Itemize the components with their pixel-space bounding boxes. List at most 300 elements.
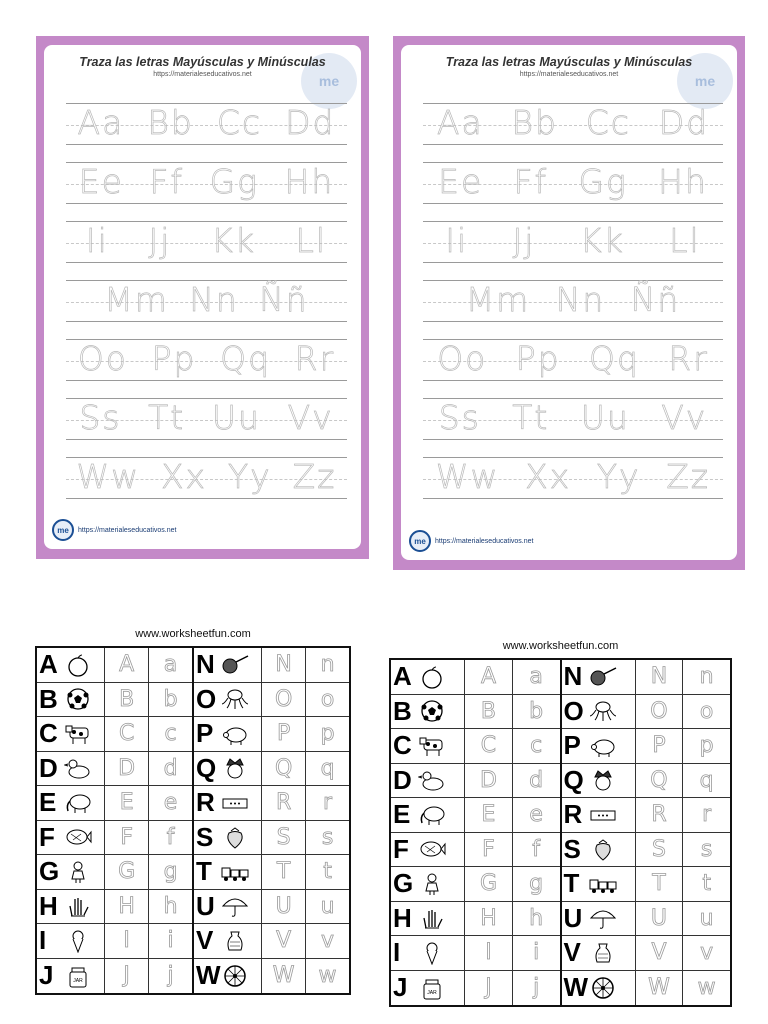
table-row [391, 902, 560, 937]
trace-upper-letter: S [262, 821, 306, 855]
trace-letter-pair: Vv [287, 397, 334, 437]
letter-picture-cell [562, 729, 636, 763]
big-letter: O [196, 683, 217, 714]
trace-upper-letter: E [105, 786, 149, 820]
table-row [391, 971, 560, 1006]
letter-picture-cell [391, 798, 465, 832]
letter-picture-cell [194, 648, 262, 682]
big-letter: C [39, 718, 58, 749]
worksheet-header: www.worksheetfun.com [135, 628, 251, 640]
trace-letter-pair: Ññ [630, 279, 681, 319]
trace-lower-letter: r [323, 790, 333, 816]
trace-letter-pair: Pp [151, 338, 197, 378]
trace-upper-letter: O [636, 695, 684, 729]
trace-letter-pair: Dd [285, 102, 336, 142]
letter-picture-cell [562, 833, 636, 867]
big-letter: R [563, 799, 583, 830]
trace-upper-letter: Q [262, 752, 306, 786]
letter-picture-cell [37, 959, 105, 994]
letter-picture-cell [562, 660, 636, 694]
trace-row [423, 213, 723, 272]
letter-group [66, 276, 347, 322]
letter-picture-cell [562, 971, 636, 1006]
trace-letter-pair: Yy [596, 456, 641, 496]
sheet-url: https://materialeseducativos.net [519, 71, 619, 78]
trace-row [66, 390, 347, 449]
trace-lower-letter: n [320, 652, 335, 678]
trace-letter-pair: Nn [189, 279, 239, 319]
trace-upper-letter: T [636, 867, 684, 901]
sheet-page [401, 45, 737, 560]
trace-letter-pair: Kk [211, 220, 256, 260]
table-row [194, 683, 349, 718]
trace-lower-letter: u [699, 905, 714, 931]
remote-icon [220, 790, 250, 816]
sheet-title: Traza las letras Mayúsculas y Minúsculas [445, 55, 693, 69]
hand-icon [417, 905, 447, 931]
trace-lower-letter: q [320, 755, 335, 781]
letter-group [423, 99, 723, 145]
trace-letter-pair: Ii [85, 220, 109, 260]
trace-letter-pair: Kk [579, 220, 625, 260]
trace-letter-pair: Tt [148, 397, 186, 437]
table-row [562, 764, 731, 799]
table-half-left [37, 648, 192, 993]
trace-letter-pair: Ee [438, 161, 484, 201]
big-letter: H [393, 902, 412, 933]
trace-letter-pair: Jj [512, 220, 536, 260]
trace-letter-pair: Qq [588, 338, 640, 378]
letter-group [66, 217, 347, 263]
table-row [391, 660, 560, 695]
letter-picture-cell [194, 855, 262, 889]
letter-picture-cell [194, 959, 262, 994]
table-row [391, 867, 560, 902]
trace-row [66, 213, 347, 272]
trace-upper-letter: U [262, 890, 306, 924]
sheet-url: https://materialeseducativos.net [153, 71, 252, 78]
trace-letter-pair: Zz [292, 456, 337, 496]
octopus-icon [220, 686, 250, 712]
trace-lower-letter: t [323, 859, 332, 885]
apple-icon [63, 652, 93, 678]
trace-letter-pair: Cc [216, 102, 263, 142]
trace-row [423, 154, 723, 213]
trace-upper-letter: C [465, 729, 513, 763]
trace-lower-letter: w [697, 975, 716, 1001]
trace-lower-letter: f [166, 824, 175, 850]
big-letter: B [39, 683, 58, 714]
cow-icon [63, 721, 93, 747]
trace-row [423, 272, 723, 331]
tracing-sheet [393, 36, 745, 570]
big-letter: U [563, 902, 583, 933]
wheel-icon [220, 963, 250, 989]
pig-icon [220, 721, 250, 747]
big-letter: U [196, 890, 215, 921]
table-row [562, 971, 731, 1006]
trace-letter-pair: Dd [658, 102, 710, 142]
trace-lower-letter: q [699, 767, 714, 793]
big-letter: W [196, 960, 221, 991]
letter-picture-cell [562, 764, 636, 798]
trace-letter-pair: Gg [578, 161, 628, 201]
letter-picture-cell [37, 786, 105, 820]
sheet-title: Traza las letras Mayúsculas y Minúsculas [79, 55, 326, 69]
big-letter: F [393, 833, 409, 864]
trace-lower-letter: d [163, 755, 178, 781]
trace-lower-letter: v [700, 940, 714, 966]
trace-lower-letter: c [164, 721, 177, 747]
letter-picture-cell [37, 821, 105, 855]
table-row [37, 717, 192, 752]
trace-lower-letter: v [321, 928, 335, 954]
footer-url[interactable]: https://materialeseducativos.net [78, 526, 177, 534]
trace-letter-pair: Mm [104, 279, 169, 319]
letter-picture-cell [391, 902, 465, 936]
big-letter: S [196, 821, 214, 852]
letter-picture-cell [562, 867, 636, 901]
table-row [37, 924, 192, 959]
big-letter: T [563, 868, 580, 899]
octopus-icon [588, 698, 618, 724]
remote-icon [588, 802, 618, 828]
train-icon [588, 871, 618, 897]
table-row [562, 695, 731, 730]
letter-picture-cell [37, 890, 105, 924]
trace-letter-pair: Cc [585, 102, 631, 142]
table-row [562, 729, 731, 764]
trace-upper-letter: B [105, 683, 149, 717]
ice-cream-icon [63, 928, 93, 954]
elephant-icon [63, 790, 93, 816]
wheel-icon [588, 975, 618, 1001]
queen-icon [220, 755, 250, 781]
trace-letter-pair: Bb [147, 102, 194, 142]
table-row [194, 959, 349, 994]
vase-icon [588, 940, 618, 966]
trace-upper-letter: H [465, 902, 513, 936]
trace-lower-letter: i [533, 940, 540, 966]
trace-upper-letter: D [105, 752, 149, 786]
jar-label: JAR [427, 989, 437, 996]
table-half-left [391, 660, 560, 1005]
trace-rows [66, 95, 347, 508]
big-letter: W [563, 972, 589, 1003]
trace-upper-letter: U [636, 902, 684, 936]
table-half-right [192, 648, 349, 993]
trace-lower-letter: w [318, 963, 337, 989]
trace-upper-letter: A [465, 660, 513, 694]
materiales-logo-icon: me [409, 530, 431, 552]
pig-icon [588, 733, 618, 759]
table-row [194, 786, 349, 821]
trace-letter-pair: Qq [220, 338, 272, 378]
trace-upper-letter: F [465, 833, 513, 867]
letter-group [423, 158, 723, 204]
trace-upper-letter: S [636, 833, 684, 867]
letter-picture-cell [391, 936, 465, 970]
fish-icon [417, 836, 447, 862]
letter-picture-cell [194, 717, 262, 751]
trace-lower-letter: g [163, 859, 178, 885]
letter-group [423, 394, 723, 440]
trace-lower-letter: s [700, 836, 713, 862]
letter-picture-cell [194, 786, 262, 820]
trace-letter-pair: Yy [227, 456, 272, 496]
trace-upper-letter: W [262, 959, 306, 994]
trace-lower-letter: h [163, 893, 178, 919]
trace-letter-pair: Ss [438, 397, 481, 437]
trace-row [423, 95, 723, 154]
big-letter: A [393, 661, 412, 692]
table-row [391, 798, 560, 833]
trace-upper-letter: J [465, 971, 513, 1006]
big-letter: O [563, 695, 584, 726]
letter-picture-cell [391, 764, 465, 798]
trace-upper-letter: Q [636, 764, 684, 798]
trace-letter-pair: Tt [512, 397, 550, 437]
umbrella-icon [220, 893, 250, 919]
trace-letter-pair: Ee [78, 161, 124, 201]
trace-letter-pair: Mm [465, 279, 531, 319]
trace-upper-letter: G [105, 855, 149, 889]
alphabet-table [35, 646, 351, 995]
table-row [37, 752, 192, 787]
big-letter: E [393, 799, 411, 830]
trace-rows [423, 95, 723, 508]
table-row [194, 855, 349, 890]
table-row [562, 833, 731, 868]
trace-upper-letter: R [636, 798, 684, 832]
big-letter: I [39, 925, 47, 956]
letter-group [423, 217, 723, 263]
trace-letter-pair: Xx [525, 456, 572, 496]
trace-letter-pair: Ññ [259, 279, 309, 319]
trace-lower-letter: f [532, 836, 541, 862]
letter-picture-cell [194, 924, 262, 958]
footer-url[interactable]: https://materialeseducativos.net [435, 537, 534, 545]
net-icon [220, 652, 250, 678]
ice-cream-icon [417, 940, 447, 966]
table-row [562, 902, 731, 937]
trace-upper-letter: F [105, 821, 149, 855]
duck-icon [417, 767, 447, 793]
big-letter: P [196, 718, 214, 749]
big-letter: H [39, 890, 58, 921]
letter-group [423, 335, 723, 381]
trace-upper-letter: V [636, 936, 684, 970]
trace-row [423, 331, 723, 390]
table-row [37, 683, 192, 718]
letter-picture-cell [391, 971, 465, 1006]
table-row [391, 695, 560, 730]
trace-letter-pair: Uu [580, 397, 630, 437]
jar-label: JAR [73, 977, 83, 984]
big-letter: B [393, 695, 412, 726]
letter-group [66, 453, 347, 499]
letter-picture-cell [37, 717, 105, 751]
trace-lower-letter: e [529, 802, 543, 828]
trace-upper-letter: P [636, 729, 684, 763]
trace-letter-pair: Zz [666, 456, 711, 496]
sheet-footer [409, 530, 533, 552]
vase-icon [220, 928, 250, 954]
big-letter: G [39, 856, 60, 887]
girl-icon [417, 871, 447, 897]
trace-upper-letter: G [465, 867, 513, 901]
trace-letter-pair: Ff [513, 161, 549, 201]
trace-letter-pair: Ss [79, 397, 122, 437]
letter-picture-cell [562, 798, 636, 832]
trace-lower-letter: b [163, 686, 178, 712]
table-row [562, 867, 731, 902]
letter-picture-cell [391, 695, 465, 729]
trace-lower-letter: b [529, 698, 544, 724]
girl-icon [63, 859, 93, 885]
net-icon [588, 664, 618, 690]
trace-letter-pair: Ff [149, 161, 185, 201]
trace-upper-letter: E [465, 798, 513, 832]
letter-picture-cell [391, 833, 465, 867]
trace-letter-pair: Ww [76, 456, 141, 496]
table-row [562, 660, 731, 695]
letter-picture-cell [37, 648, 105, 682]
trace-lower-letter: c [530, 733, 543, 759]
trace-lower-letter: e [163, 790, 178, 816]
trace-upper-letter: J [105, 959, 149, 994]
trace-lower-letter: j [533, 975, 540, 1001]
big-letter: A [39, 649, 58, 680]
trace-lower-letter: s [321, 824, 334, 850]
big-letter: Q [196, 752, 217, 783]
trace-upper-letter: T [262, 855, 306, 889]
trace-upper-letter: N [636, 660, 684, 694]
elephant-icon [417, 802, 447, 828]
table-row [194, 717, 349, 752]
letter-group [423, 453, 723, 499]
cow-icon [417, 733, 447, 759]
trace-upper-letter: A [105, 648, 149, 682]
table-row [37, 959, 192, 994]
trace-lower-letter: u [320, 893, 335, 919]
trace-row [423, 390, 723, 449]
letter-picture-cell [562, 695, 636, 729]
trace-upper-letter: V [262, 924, 306, 958]
big-letter: I [393, 937, 401, 968]
trace-letter-pair: Aa [436, 102, 484, 142]
hand-icon [63, 893, 93, 919]
trace-letter-pair: Oo [77, 338, 128, 378]
big-letter: N [563, 661, 583, 692]
trace-letter-pair: Hh [658, 161, 708, 201]
big-letter: J [393, 972, 408, 1003]
trace-lower-letter: a [163, 652, 178, 678]
trace-letter-pair: Pp [515, 338, 561, 378]
materiales-logo-icon: me [677, 53, 733, 109]
trace-lower-letter: o [699, 698, 714, 724]
alphabet-worksheet [389, 636, 732, 1007]
trace-letter-pair: Bb [511, 102, 558, 142]
trace-upper-letter: B [465, 695, 513, 729]
big-letter: R [196, 787, 215, 818]
tracing-sheet [36, 36, 369, 559]
trace-upper-letter: I [465, 936, 513, 970]
materiales-logo-icon: me [52, 519, 74, 541]
big-letter: E [39, 787, 57, 818]
trace-row [66, 331, 347, 390]
trace-letter-pair: Gg [209, 161, 259, 201]
trace-lower-letter: h [529, 905, 544, 931]
letter-picture-cell [37, 683, 105, 717]
trace-lower-letter: p [699, 733, 714, 759]
letter-picture-cell [562, 936, 636, 970]
trace-lower-letter: o [320, 686, 335, 712]
table-row [194, 924, 349, 959]
trace-upper-letter: P [262, 717, 306, 751]
big-letter: C [393, 730, 412, 761]
table-row [391, 833, 560, 868]
letter-picture-cell [194, 752, 262, 786]
ball-icon [417, 698, 447, 724]
trace-upper-letter: O [262, 683, 306, 717]
trace-lower-letter: t [702, 871, 711, 897]
trace-letter-pair: Hh [284, 161, 335, 201]
trace-row [66, 95, 347, 154]
strawberry-icon [588, 836, 618, 862]
trace-lower-letter: n [699, 664, 714, 690]
table-row [391, 729, 560, 764]
trace-upper-letter: W [636, 971, 684, 1006]
table-row [37, 855, 192, 890]
big-letter: N [196, 649, 215, 680]
apple-icon [417, 664, 447, 690]
letter-picture-cell [391, 660, 465, 694]
big-letter: T [196, 856, 212, 887]
letter-picture-cell [194, 683, 262, 717]
alphabet-table [389, 658, 732, 1007]
table-row [562, 936, 731, 971]
trace-letter-pair: Jj [148, 220, 172, 260]
letter-group [66, 99, 347, 145]
big-letter: P [563, 730, 581, 761]
trace-lower-letter: a [529, 664, 543, 690]
trace-upper-letter: I [105, 924, 149, 958]
big-letter: S [563, 833, 581, 864]
letter-picture-cell [391, 729, 465, 763]
trace-lower-letter: d [529, 767, 544, 793]
trace-upper-letter: C [105, 717, 149, 751]
trace-row [66, 449, 347, 508]
jar-icon [417, 975, 447, 1001]
trace-upper-letter: D [465, 764, 513, 798]
trace-letter-pair: Nn [555, 279, 606, 319]
trace-lower-letter: g [529, 871, 544, 897]
letter-picture-cell [37, 752, 105, 786]
trace-letter-pair: Ll [295, 220, 328, 260]
ball-icon [63, 686, 93, 712]
trace-lower-letter: p [320, 721, 335, 747]
letter-group [66, 394, 347, 440]
table-row [391, 936, 560, 971]
trace-row [423, 449, 723, 508]
big-letter: V [563, 937, 581, 968]
trace-letter-pair: Vv [661, 397, 708, 437]
trace-letter-pair: Oo [437, 338, 488, 378]
trace-letter-pair: Xx [160, 456, 208, 496]
big-letter: D [393, 764, 412, 795]
letter-picture-cell [194, 821, 262, 855]
